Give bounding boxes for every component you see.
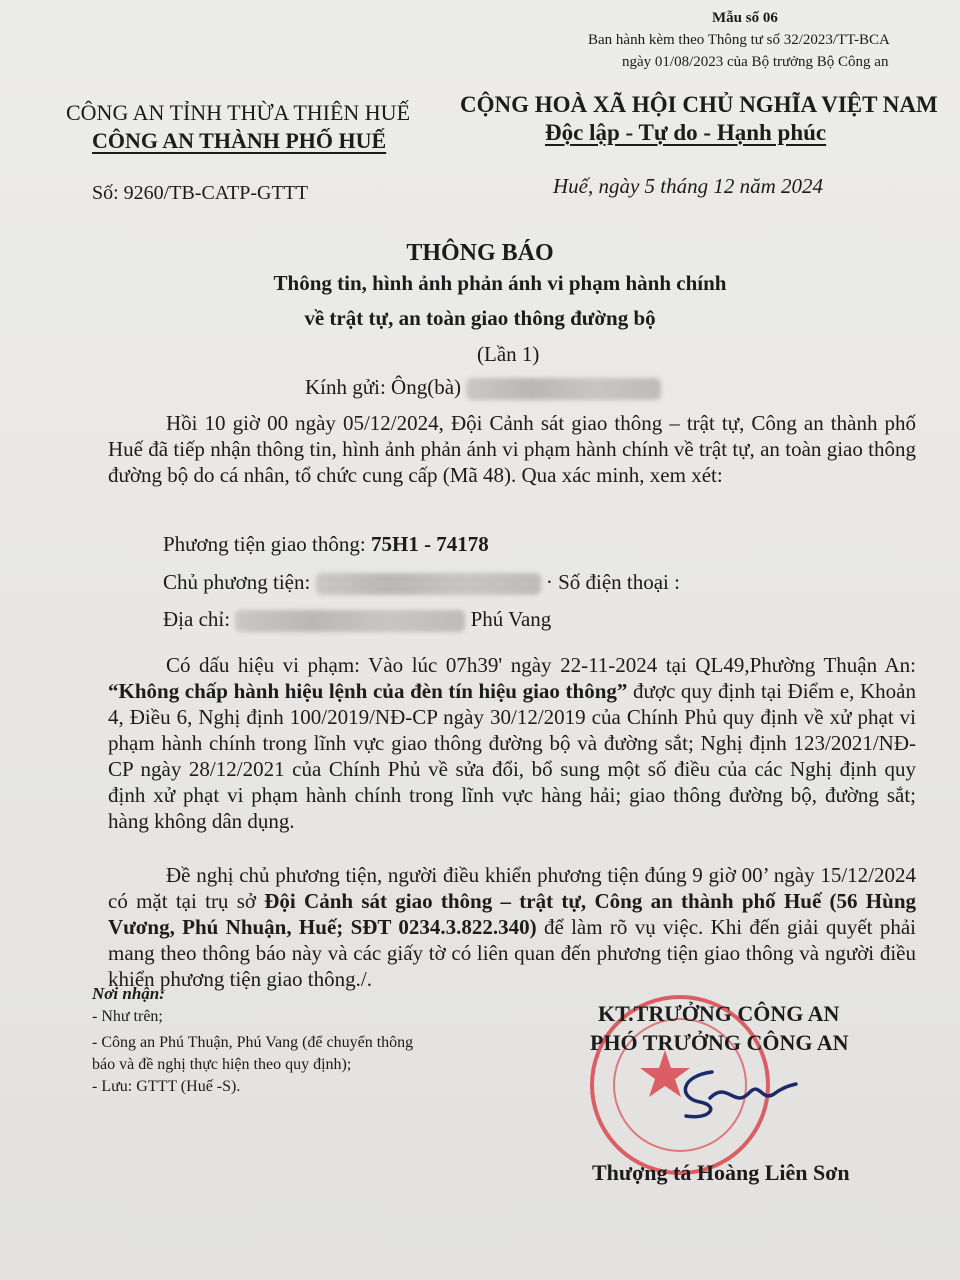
phone-label: · Số điện thoại : [545,570,680,594]
signer-name: Thượng tá Hoàng Liên Sơn [592,1160,850,1185]
address-label: Địa chỉ: [163,607,231,631]
recipient-item: - Lưu: GTTT (Huế -S). [92,1078,241,1095]
violation-text: Có dấu hiệu vi phạm: Vào lúc 07h39' ngày 22-11-2024 tại QL49,Phường Thuận An: “Không chấp hành hiệu lệnh của đèn tín hiệu giao thông” được quy định tại Điểm e, Khoản 4, Điều 6, Nghị định 100/2019/NĐ-CP ngày 30/12/2019 của Chính Phủ quy định về xử phạt vi phạm hành chính trong lĩnh vực giao thông đường bộ và đường sắt; Nghị định 123/2021/NĐ-CP ngày 28/12/2021 của Chính Phủ về sửa đổi, bổ sung một số điều của các Nghị định quy định xử phạt vi phạm hành chính trong lĩnh vực hàng hải; giao thông đường bộ, đường sắt; hàng không dân dụng. [108,653,916,833]
issued-by-line-2: ngày 01/08/2023 của Bộ trưởng Bộ Công an [622,54,889,70]
recipients-title: Nơi nhận: [92,984,165,1003]
recipient-line [305,375,661,400]
violation-paragraph [108,652,916,834]
office-address: Đội Cảnh sát giao thông – trật tự, Công an thành phố Huế (56 Hùng Vương, Phú Nhuận, Huế; SĐT 0234.3.822.340) [108,889,917,939]
form-number: Mẫu số 06 [712,10,778,26]
violation-description: “Không chấp hành hiệu lệnh của đèn tín hiệu giao thông” [108,679,628,703]
owner-label: Chủ phương tiện: [163,570,311,594]
recipient-item: báo và đề nghị thực hiện theo quy định); [92,1056,352,1073]
signature-title-2: PHÓ TRƯỞNG CÔNG AN [590,1030,849,1055]
owner-row [163,570,680,595]
country-name: CỘNG HOÀ XÃ HỘI CHỦ NGHĨA VIỆT NAM [460,92,938,117]
vehicle-row [163,532,489,557]
document-subtitle-2: về trật tự, an toàn giao thông đường bộ [304,306,656,330]
document-title: THÔNG BÁO [406,240,554,266]
vehicle-label: Phương tiện giao thông: [163,532,366,556]
issued-by-line-1: Ban hành kèm theo Thông tư số 32/2023/TT-BCA [588,32,890,48]
vehicle-plate: 75H1 - 74178 [370,532,489,556]
recipient-label: Kính gửi: Ông(bà) [305,375,462,399]
intro-paragraph [108,410,916,488]
agency-parent: CÔNG AN TỈNH THỪA THIÊN HUẾ [66,100,411,125]
document-subtitle-1: Thông tin, hình ảnh phản ánh vi phạm hành chính [273,271,727,295]
agency-name: CÔNG AN THÀNH PHỐ HUẾ [92,128,387,153]
place-date: Huế, ngày 5 tháng 12 năm 2024 [553,174,824,198]
notice-round: (Lần 1) [477,342,540,366]
request-text: Đề nghị chủ phương tiện, người điều khiển phương tiện đúng 9 giờ 00’ ngày 15/12/2024 có mặt tại trụ sở Đội Cảnh sát giao thông – trật tự, Công an thành phố Huế (56 Hùng Vương, Phú Nhuận, Huế; SĐT 0234.3.822.340) để làm rõ vụ việc. Khi đến giải quyết phải mang theo thông báo này và các giấy tờ có liên quan đến phương tiện giao thông và người điều khiển phương tiện giao thông./. [108,863,917,991]
recipient-item: - Công an Phú Thuận, Phú Vang (để chuyển thông [92,1034,414,1051]
redacted-name [466,378,661,400]
address-row [163,607,551,632]
redacted-address [235,610,465,632]
recipient-item: - Như trên; [92,1008,163,1025]
intro-text: Hồi 10 giờ 00 ngày 05/12/2024, Đội Cảnh sát giao thông – trật tự, Công an thành phố Huế đã tiếp nhận thông tin, hình ảnh phản ánh vi phạm hành chính về trật tự, an toàn giao thông đường bộ do cá nhân, tổ chức cung cấp (Mã 48). Qua xác minh, xem xét: [108,411,916,487]
redacted-owner [316,573,541,595]
document-number: Số: 9260/TB-CATP-GTTT [92,182,309,204]
signature-title-1: KT.TRƯỞNG CÔNG AN [598,1001,840,1026]
handwritten-signature-icon [650,1058,800,1128]
national-motto: Độc lập - Tự do - Hạnh phúc [545,120,827,145]
request-paragraph [108,862,916,992]
address-visible: Phú Vang [470,607,552,631]
